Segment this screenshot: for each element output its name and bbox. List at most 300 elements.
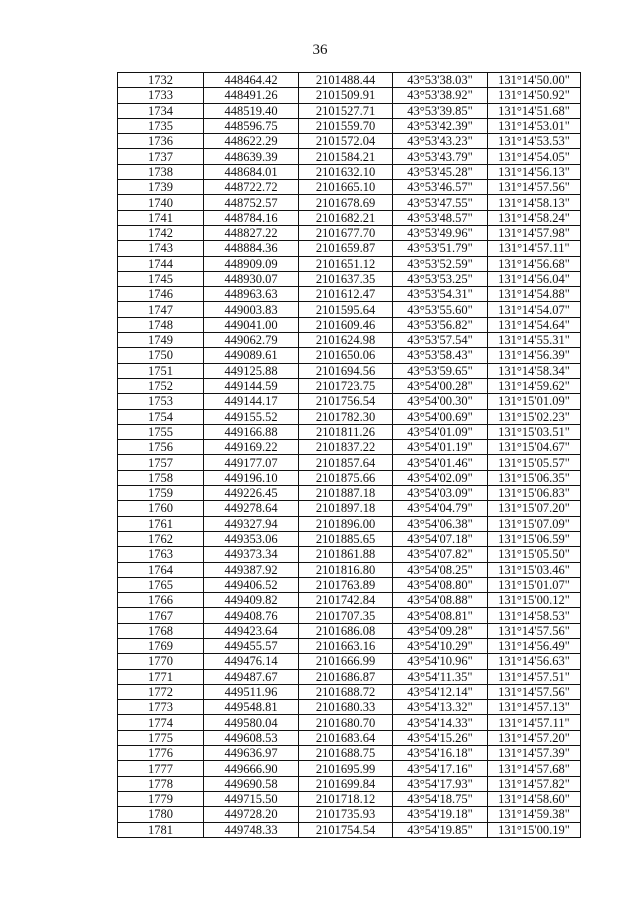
table-row bbox=[118, 103, 581, 118]
latitude-cell: 43°54'00.30" bbox=[393, 394, 488, 409]
longitude-cell: 131°14'57.98" bbox=[488, 225, 581, 240]
x-coordinate-cell: 448930.07 bbox=[204, 271, 299, 286]
latitude-cell: 43°54'10.96" bbox=[393, 654, 488, 669]
longitude-cell: 131°15'01.09" bbox=[488, 394, 581, 409]
table-row bbox=[118, 424, 581, 439]
longitude-cell: 131°14'57.56" bbox=[488, 623, 581, 638]
x-coordinate-cell: 449455.57 bbox=[204, 638, 299, 653]
table-row bbox=[118, 118, 581, 133]
table-row bbox=[118, 73, 581, 88]
longitude-cell: 131°14'53.01" bbox=[488, 118, 581, 133]
point-number-cell: 1757 bbox=[118, 455, 204, 470]
point-number-cell: 1770 bbox=[118, 654, 204, 669]
latitude-cell: 43°53'56.82" bbox=[393, 317, 488, 332]
point-number-cell: 1771 bbox=[118, 669, 204, 684]
y-coordinate-cell: 2101678.69 bbox=[299, 195, 393, 210]
y-coordinate-cell: 2101659.87 bbox=[299, 241, 393, 256]
latitude-cell: 43°54'07.18" bbox=[393, 531, 488, 546]
x-coordinate-cell: 449728.20 bbox=[204, 807, 299, 822]
point-number-cell: 1744 bbox=[118, 256, 204, 271]
y-coordinate-cell: 2101584.21 bbox=[299, 149, 393, 164]
latitude-cell: 43°54'09.28" bbox=[393, 623, 488, 638]
table-row bbox=[118, 715, 581, 730]
point-number-cell: 1750 bbox=[118, 348, 204, 363]
longitude-cell: 131°14'56.13" bbox=[488, 164, 581, 179]
y-coordinate-cell: 2101763.89 bbox=[299, 577, 393, 592]
x-coordinate-cell: 449062.79 bbox=[204, 333, 299, 348]
y-coordinate-cell: 2101887.18 bbox=[299, 486, 393, 501]
latitude-cell: 43°53'57.54" bbox=[393, 333, 488, 348]
longitude-cell: 131°15'03.46" bbox=[488, 562, 581, 577]
point-number-cell: 1760 bbox=[118, 501, 204, 516]
longitude-cell: 131°14'50.92" bbox=[488, 88, 581, 103]
latitude-cell: 43°53'54.31" bbox=[393, 287, 488, 302]
table-row bbox=[118, 776, 581, 791]
x-coordinate-cell: 448752.57 bbox=[204, 195, 299, 210]
point-number-cell: 1734 bbox=[118, 103, 204, 118]
table-row bbox=[118, 149, 581, 164]
longitude-cell: 131°14'56.39" bbox=[488, 348, 581, 363]
latitude-cell: 43°54'04.79" bbox=[393, 501, 488, 516]
x-coordinate-cell: 449406.52 bbox=[204, 577, 299, 592]
latitude-cell: 43°54'17.93" bbox=[393, 776, 488, 791]
table-row bbox=[118, 684, 581, 699]
latitude-cell: 43°53'45.28" bbox=[393, 164, 488, 179]
latitude-cell: 43°54'15.26" bbox=[393, 730, 488, 745]
latitude-cell: 43°54'19.18" bbox=[393, 807, 488, 822]
point-number-cell: 1754 bbox=[118, 409, 204, 424]
x-coordinate-cell: 449177.07 bbox=[204, 455, 299, 470]
table-row bbox=[118, 791, 581, 806]
y-coordinate-cell: 2101811.26 bbox=[299, 424, 393, 439]
x-coordinate-cell: 449409.82 bbox=[204, 593, 299, 608]
latitude-cell: 43°53'53.25" bbox=[393, 271, 488, 286]
table-row bbox=[118, 562, 581, 577]
longitude-cell: 131°14'50.00" bbox=[488, 73, 581, 88]
longitude-cell: 131°15'00.19" bbox=[488, 822, 581, 837]
point-number-cell: 1742 bbox=[118, 225, 204, 240]
y-coordinate-cell: 2101527.71 bbox=[299, 103, 393, 118]
x-coordinate-cell: 448622.29 bbox=[204, 134, 299, 149]
point-number-cell: 1767 bbox=[118, 608, 204, 623]
y-coordinate-cell: 2101695.99 bbox=[299, 761, 393, 776]
table-row bbox=[118, 287, 581, 302]
y-coordinate-cell: 2101683.64 bbox=[299, 730, 393, 745]
longitude-cell: 131°15'06.59" bbox=[488, 531, 581, 546]
point-number-cell: 1764 bbox=[118, 562, 204, 577]
longitude-cell: 131°14'57.11" bbox=[488, 241, 581, 256]
longitude-cell: 131°14'57.68" bbox=[488, 761, 581, 776]
latitude-cell: 43°53'52.59" bbox=[393, 256, 488, 271]
longitude-cell: 131°14'57.56" bbox=[488, 180, 581, 195]
longitude-cell: 131°14'54.64" bbox=[488, 317, 581, 332]
x-coordinate-cell: 449487.67 bbox=[204, 669, 299, 684]
y-coordinate-cell: 2101723.75 bbox=[299, 378, 393, 393]
y-coordinate-cell: 2101509.91 bbox=[299, 88, 393, 103]
longitude-cell: 131°15'06.35" bbox=[488, 470, 581, 485]
latitude-cell: 43°54'08.88" bbox=[393, 593, 488, 608]
longitude-cell: 131°14'58.60" bbox=[488, 791, 581, 806]
longitude-cell: 131°15'00.12" bbox=[488, 593, 581, 608]
latitude-cell: 43°54'01.09" bbox=[393, 424, 488, 439]
x-coordinate-cell: 449666.90 bbox=[204, 761, 299, 776]
latitude-cell: 43°54'00.28" bbox=[393, 378, 488, 393]
latitude-cell: 43°54'01.19" bbox=[393, 440, 488, 455]
y-coordinate-cell: 2101861.88 bbox=[299, 547, 393, 562]
x-coordinate-cell: 449373.34 bbox=[204, 547, 299, 562]
x-coordinate-cell: 449327.94 bbox=[204, 516, 299, 531]
table-row bbox=[118, 822, 581, 837]
x-coordinate-cell: 449548.81 bbox=[204, 700, 299, 715]
x-coordinate-cell: 449169.22 bbox=[204, 440, 299, 455]
longitude-cell: 131°14'57.13" bbox=[488, 700, 581, 715]
table-row bbox=[118, 700, 581, 715]
y-coordinate-cell: 2101595.64 bbox=[299, 302, 393, 317]
x-coordinate-cell: 449387.92 bbox=[204, 562, 299, 577]
table-row bbox=[118, 394, 581, 409]
table-row bbox=[118, 730, 581, 745]
point-number-cell: 1748 bbox=[118, 317, 204, 332]
longitude-cell: 131°14'57.82" bbox=[488, 776, 581, 791]
latitude-cell: 43°54'17.16" bbox=[393, 761, 488, 776]
x-coordinate-cell: 448464.42 bbox=[204, 73, 299, 88]
longitude-cell: 131°14'57.20" bbox=[488, 730, 581, 745]
y-coordinate-cell: 2101694.56 bbox=[299, 363, 393, 378]
longitude-cell: 131°15'03.51" bbox=[488, 424, 581, 439]
y-coordinate-cell: 2101735.93 bbox=[299, 807, 393, 822]
x-coordinate-cell: 448963.63 bbox=[204, 287, 299, 302]
y-coordinate-cell: 2101677.70 bbox=[299, 225, 393, 240]
point-number-cell: 1773 bbox=[118, 700, 204, 715]
y-coordinate-cell: 2101686.08 bbox=[299, 623, 393, 638]
point-number-cell: 1746 bbox=[118, 287, 204, 302]
latitude-cell: 43°53'42.39" bbox=[393, 118, 488, 133]
table-row bbox=[118, 440, 581, 455]
point-number-cell: 1737 bbox=[118, 149, 204, 164]
point-number-cell: 1738 bbox=[118, 164, 204, 179]
y-coordinate-cell: 2101875.66 bbox=[299, 470, 393, 485]
longitude-cell: 131°14'58.34" bbox=[488, 363, 581, 378]
point-number-cell: 1766 bbox=[118, 593, 204, 608]
x-coordinate-cell: 449041.00 bbox=[204, 317, 299, 332]
longitude-cell: 131°15'05.50" bbox=[488, 547, 581, 562]
table-row bbox=[118, 271, 581, 286]
latitude-cell: 43°54'18.75" bbox=[393, 791, 488, 806]
longitude-cell: 131°15'05.57" bbox=[488, 455, 581, 470]
x-coordinate-cell: 448684.01 bbox=[204, 164, 299, 179]
latitude-cell: 43°53'39.85" bbox=[393, 103, 488, 118]
table-row bbox=[118, 256, 581, 271]
longitude-cell: 131°14'57.11" bbox=[488, 715, 581, 730]
x-coordinate-cell: 449003.83 bbox=[204, 302, 299, 317]
y-coordinate-cell: 2101699.84 bbox=[299, 776, 393, 791]
longitude-cell: 131°14'59.38" bbox=[488, 807, 581, 822]
y-coordinate-cell: 2101756.54 bbox=[299, 394, 393, 409]
y-coordinate-cell: 2101612.47 bbox=[299, 287, 393, 302]
y-coordinate-cell: 2101837.22 bbox=[299, 440, 393, 455]
longitude-cell: 131°15'06.83" bbox=[488, 486, 581, 501]
point-number-cell: 1774 bbox=[118, 715, 204, 730]
point-number-cell: 1780 bbox=[118, 807, 204, 822]
longitude-cell: 131°14'54.07" bbox=[488, 302, 581, 317]
x-coordinate-cell: 449144.17 bbox=[204, 394, 299, 409]
point-number-cell: 1759 bbox=[118, 486, 204, 501]
table-row bbox=[118, 654, 581, 669]
point-number-cell: 1749 bbox=[118, 333, 204, 348]
x-coordinate-cell: 449196.10 bbox=[204, 470, 299, 485]
longitude-cell: 131°14'55.31" bbox=[488, 333, 581, 348]
x-coordinate-cell: 449155.52 bbox=[204, 409, 299, 424]
x-coordinate-cell: 448491.26 bbox=[204, 88, 299, 103]
table-row bbox=[118, 501, 581, 516]
point-number-cell: 1747 bbox=[118, 302, 204, 317]
table-row bbox=[118, 746, 581, 761]
latitude-cell: 43°53'48.57" bbox=[393, 210, 488, 225]
point-number-cell: 1775 bbox=[118, 730, 204, 745]
table-row bbox=[118, 225, 581, 240]
y-coordinate-cell: 2101609.46 bbox=[299, 317, 393, 332]
longitude-cell: 131°15'07.09" bbox=[488, 516, 581, 531]
y-coordinate-cell: 2101754.54 bbox=[299, 822, 393, 837]
x-coordinate-cell: 448827.22 bbox=[204, 225, 299, 240]
x-coordinate-cell: 448519.40 bbox=[204, 103, 299, 118]
point-number-cell: 1732 bbox=[118, 73, 204, 88]
y-coordinate-cell: 2101488.44 bbox=[299, 73, 393, 88]
point-number-cell: 1741 bbox=[118, 210, 204, 225]
latitude-cell: 43°54'14.33" bbox=[393, 715, 488, 730]
x-coordinate-cell: 449353.06 bbox=[204, 531, 299, 546]
point-number-cell: 1745 bbox=[118, 271, 204, 286]
point-number-cell: 1761 bbox=[118, 516, 204, 531]
table-row bbox=[118, 455, 581, 470]
latitude-cell: 43°53'59.65" bbox=[393, 363, 488, 378]
x-coordinate-cell: 449226.45 bbox=[204, 486, 299, 501]
table-row bbox=[118, 409, 581, 424]
x-coordinate-cell: 448596.75 bbox=[204, 118, 299, 133]
table-row bbox=[118, 348, 581, 363]
longitude-cell: 131°14'56.63" bbox=[488, 654, 581, 669]
table-row bbox=[118, 516, 581, 531]
latitude-cell: 43°53'49.96" bbox=[393, 225, 488, 240]
table-row bbox=[118, 807, 581, 822]
y-coordinate-cell: 2101572.04 bbox=[299, 134, 393, 149]
point-number-cell: 1733 bbox=[118, 88, 204, 103]
longitude-cell: 131°14'58.13" bbox=[488, 195, 581, 210]
latitude-cell: 43°53'58.43" bbox=[393, 348, 488, 363]
longitude-cell: 131°14'59.62" bbox=[488, 378, 581, 393]
page-number: 36 bbox=[312, 42, 328, 58]
latitude-cell: 43°53'47.55" bbox=[393, 195, 488, 210]
x-coordinate-cell: 449748.33 bbox=[204, 822, 299, 837]
longitude-cell: 131°15'07.20" bbox=[488, 501, 581, 516]
table-row bbox=[118, 547, 581, 562]
latitude-cell: 43°54'01.46" bbox=[393, 455, 488, 470]
y-coordinate-cell: 2101688.72 bbox=[299, 684, 393, 699]
y-coordinate-cell: 2101897.18 bbox=[299, 501, 393, 516]
x-coordinate-cell: 449423.64 bbox=[204, 623, 299, 638]
x-coordinate-cell: 449580.04 bbox=[204, 715, 299, 730]
y-coordinate-cell: 2101680.70 bbox=[299, 715, 393, 730]
longitude-cell: 131°15'01.07" bbox=[488, 577, 581, 592]
point-number-cell: 1769 bbox=[118, 638, 204, 653]
x-coordinate-cell: 449278.64 bbox=[204, 501, 299, 516]
x-coordinate-cell: 448784.16 bbox=[204, 210, 299, 225]
table-row bbox=[118, 88, 581, 103]
y-coordinate-cell: 2101637.35 bbox=[299, 271, 393, 286]
table-row bbox=[118, 638, 581, 653]
latitude-cell: 43°54'11.35" bbox=[393, 669, 488, 684]
table-row bbox=[118, 210, 581, 225]
table-row bbox=[118, 195, 581, 210]
x-coordinate-cell: 449715.50 bbox=[204, 791, 299, 806]
table-row bbox=[118, 164, 581, 179]
longitude-cell: 131°14'56.49" bbox=[488, 638, 581, 653]
x-coordinate-cell: 449511.96 bbox=[204, 684, 299, 699]
table-row bbox=[118, 669, 581, 684]
point-number-cell: 1751 bbox=[118, 363, 204, 378]
y-coordinate-cell: 2101707.35 bbox=[299, 608, 393, 623]
point-number-cell: 1743 bbox=[118, 241, 204, 256]
table-row bbox=[118, 302, 581, 317]
latitude-cell: 43°54'07.82" bbox=[393, 547, 488, 562]
point-number-cell: 1753 bbox=[118, 394, 204, 409]
y-coordinate-cell: 2101651.12 bbox=[299, 256, 393, 271]
latitude-cell: 43°54'08.25" bbox=[393, 562, 488, 577]
x-coordinate-cell: 448639.39 bbox=[204, 149, 299, 164]
longitude-cell: 131°14'56.04" bbox=[488, 271, 581, 286]
table-row bbox=[118, 608, 581, 623]
y-coordinate-cell: 2101688.75 bbox=[299, 746, 393, 761]
table-row bbox=[118, 486, 581, 501]
latitude-cell: 43°54'08.80" bbox=[393, 577, 488, 592]
latitude-cell: 43°53'51.79" bbox=[393, 241, 488, 256]
point-number-cell: 1739 bbox=[118, 180, 204, 195]
point-number-cell: 1772 bbox=[118, 684, 204, 699]
point-number-cell: 1736 bbox=[118, 134, 204, 149]
y-coordinate-cell: 2101680.33 bbox=[299, 700, 393, 715]
point-number-cell: 1762 bbox=[118, 531, 204, 546]
longitude-cell: 131°15'02.23" bbox=[488, 409, 581, 424]
longitude-cell: 131°14'56.68" bbox=[488, 256, 581, 271]
point-number-cell: 1752 bbox=[118, 378, 204, 393]
y-coordinate-cell: 2101632.10 bbox=[299, 164, 393, 179]
point-number-cell: 1765 bbox=[118, 577, 204, 592]
table-row bbox=[118, 180, 581, 195]
longitude-cell: 131°14'58.24" bbox=[488, 210, 581, 225]
x-coordinate-cell: 449089.61 bbox=[204, 348, 299, 363]
table-row bbox=[118, 363, 581, 378]
longitude-cell: 131°14'58.53" bbox=[488, 608, 581, 623]
point-number-cell: 1735 bbox=[118, 118, 204, 133]
y-coordinate-cell: 2101665.10 bbox=[299, 180, 393, 195]
y-coordinate-cell: 2101624.98 bbox=[299, 333, 393, 348]
table-row bbox=[118, 134, 581, 149]
table-row bbox=[118, 623, 581, 638]
y-coordinate-cell: 2101559.70 bbox=[299, 118, 393, 133]
x-coordinate-cell: 449608.53 bbox=[204, 730, 299, 745]
x-coordinate-cell: 448722.72 bbox=[204, 180, 299, 195]
table-row bbox=[118, 241, 581, 256]
y-coordinate-cell: 2101816.80 bbox=[299, 562, 393, 577]
point-number-cell: 1763 bbox=[118, 547, 204, 562]
coordinates-table bbox=[117, 72, 581, 838]
longitude-cell: 131°14'53.53" bbox=[488, 134, 581, 149]
latitude-cell: 43°54'00.69" bbox=[393, 409, 488, 424]
y-coordinate-cell: 2101782.30 bbox=[299, 409, 393, 424]
latitude-cell: 43°53'46.57" bbox=[393, 180, 488, 195]
x-coordinate-cell: 449408.76 bbox=[204, 608, 299, 623]
longitude-cell: 131°14'57.39" bbox=[488, 746, 581, 761]
latitude-cell: 43°54'02.09" bbox=[393, 470, 488, 485]
x-coordinate-cell: 449166.88 bbox=[204, 424, 299, 439]
point-number-cell: 1777 bbox=[118, 761, 204, 776]
table-row bbox=[118, 593, 581, 608]
x-coordinate-cell: 449125.88 bbox=[204, 363, 299, 378]
point-number-cell: 1779 bbox=[118, 791, 204, 806]
x-coordinate-cell: 449476.14 bbox=[204, 654, 299, 669]
y-coordinate-cell: 2101857.64 bbox=[299, 455, 393, 470]
coordinates-table-body bbox=[118, 73, 581, 838]
table-row bbox=[118, 761, 581, 776]
latitude-cell: 43°53'43.79" bbox=[393, 149, 488, 164]
table-row bbox=[118, 577, 581, 592]
longitude-cell: 131°14'51.68" bbox=[488, 103, 581, 118]
y-coordinate-cell: 2101650.06 bbox=[299, 348, 393, 363]
latitude-cell: 43°54'03.09" bbox=[393, 486, 488, 501]
latitude-cell: 43°54'10.29" bbox=[393, 638, 488, 653]
latitude-cell: 43°53'55.60" bbox=[393, 302, 488, 317]
y-coordinate-cell: 2101686.87 bbox=[299, 669, 393, 684]
y-coordinate-cell: 2101666.99 bbox=[299, 654, 393, 669]
point-number-cell: 1768 bbox=[118, 623, 204, 638]
longitude-cell: 131°14'54.05" bbox=[488, 149, 581, 164]
point-number-cell: 1776 bbox=[118, 746, 204, 761]
latitude-cell: 43°54'16.18" bbox=[393, 746, 488, 761]
table-row bbox=[118, 378, 581, 393]
y-coordinate-cell: 2101663.16 bbox=[299, 638, 393, 653]
point-number-cell: 1756 bbox=[118, 440, 204, 455]
longitude-cell: 131°14'54.88" bbox=[488, 287, 581, 302]
latitude-cell: 43°53'43.23" bbox=[393, 134, 488, 149]
x-coordinate-cell: 448909.09 bbox=[204, 256, 299, 271]
latitude-cell: 43°54'13.32" bbox=[393, 700, 488, 715]
x-coordinate-cell: 448884.36 bbox=[204, 241, 299, 256]
y-coordinate-cell: 2101896.00 bbox=[299, 516, 393, 531]
latitude-cell: 43°54'19.85" bbox=[393, 822, 488, 837]
x-coordinate-cell: 449144.59 bbox=[204, 378, 299, 393]
longitude-cell: 131°14'57.51" bbox=[488, 669, 581, 684]
longitude-cell: 131°15'04.67" bbox=[488, 440, 581, 455]
table-row bbox=[118, 470, 581, 485]
point-number-cell: 1778 bbox=[118, 776, 204, 791]
point-number-cell: 1781 bbox=[118, 822, 204, 837]
point-number-cell: 1755 bbox=[118, 424, 204, 439]
point-number-cell: 1740 bbox=[118, 195, 204, 210]
latitude-cell: 43°54'12.14" bbox=[393, 684, 488, 699]
table-row bbox=[118, 333, 581, 348]
y-coordinate-cell: 2101742.84 bbox=[299, 593, 393, 608]
latitude-cell: 43°54'08.81" bbox=[393, 608, 488, 623]
y-coordinate-cell: 2101682.21 bbox=[299, 210, 393, 225]
y-coordinate-cell: 2101718.12 bbox=[299, 791, 393, 806]
x-coordinate-cell: 449636.97 bbox=[204, 746, 299, 761]
table-row bbox=[118, 317, 581, 332]
latitude-cell: 43°53'38.03" bbox=[393, 73, 488, 88]
point-number-cell: 1758 bbox=[118, 470, 204, 485]
x-coordinate-cell: 449690.58 bbox=[204, 776, 299, 791]
y-coordinate-cell: 2101885.65 bbox=[299, 531, 393, 546]
latitude-cell: 43°54'06.38" bbox=[393, 516, 488, 531]
